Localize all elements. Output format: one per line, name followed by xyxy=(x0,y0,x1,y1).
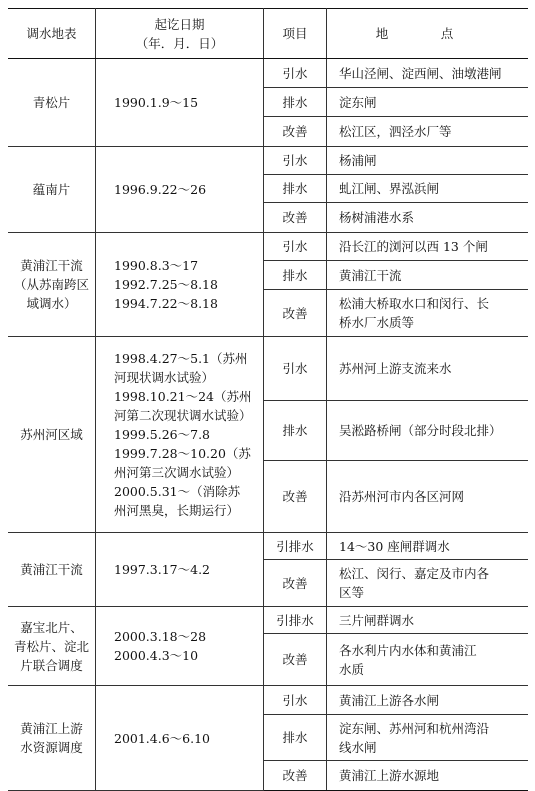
location-cell: 杨树浦港水系 xyxy=(327,203,529,233)
date-line: 1999.7.28～10.20（苏 州河第三次调水试验） xyxy=(114,446,251,480)
region-cell: 青松片 xyxy=(8,59,96,147)
location-cell: 14～30 座闸群调水 xyxy=(327,533,529,560)
item-cell: 引水 xyxy=(264,337,327,401)
region-cell: 蕴南片 xyxy=(8,147,96,233)
date-line: 1994.7.22～8.18 xyxy=(114,296,218,311)
region-cell: 黄浦江干流 （从苏南跨区 域调水） xyxy=(8,233,96,337)
item-cell: 排水 xyxy=(264,715,327,761)
item-cell: 引排水 xyxy=(264,607,327,634)
item-cell: 改善 xyxy=(264,117,327,147)
item-cell: 改善 xyxy=(264,634,327,686)
header-item: 项目 xyxy=(264,9,327,59)
date-line: 1996.9.22～26 xyxy=(114,182,207,197)
date-line: 1990.1.9～15 xyxy=(114,95,199,110)
region-cell: 苏州河区域 xyxy=(8,337,96,533)
item-cell: 排水 xyxy=(264,88,327,117)
header-period: 起讫日期 （年．月．日） xyxy=(96,9,264,59)
date-line: 2000.3.18～28 xyxy=(114,629,207,644)
date-line: 1997.3.17～4.2 xyxy=(114,562,210,577)
location-cell: 杨浦闸 xyxy=(327,147,529,175)
item-cell: 引水 xyxy=(264,233,327,261)
date-line: 1990.8.3～17 xyxy=(114,258,199,273)
date-line: 1992.7.25～8.18 xyxy=(114,277,218,292)
location-cell: 虬江闸、界泓浜闸 xyxy=(327,175,529,203)
date-cell xyxy=(96,147,264,233)
item-cell: 引排水 xyxy=(264,533,327,560)
table-row xyxy=(8,533,528,560)
location-cell: 吴淞路桥闸（部分时段北排） xyxy=(327,401,529,461)
location-cell: 黄浦江上游各水闸 xyxy=(327,686,529,715)
region-cell: 黄浦江上游 水资源调度 xyxy=(8,686,96,791)
item-cell: 引水 xyxy=(264,686,327,715)
header-row xyxy=(8,9,528,59)
location-cell: 沿苏州河市内各区河网 xyxy=(327,461,529,533)
location-cell: 松江、闵行、嘉定及市内各 区等 xyxy=(327,560,529,607)
item-cell: 改善 xyxy=(264,560,327,607)
date-cell xyxy=(96,607,264,686)
item-cell: 改善 xyxy=(264,290,327,337)
location-cell: 苏州河上游支流来水 xyxy=(327,337,529,401)
table-row xyxy=(8,233,528,261)
item-cell: 改善 xyxy=(264,761,327,791)
location-cell: 淀东闸、苏州河和杭州湾沿 线水闸 xyxy=(327,715,529,761)
date-line: 2000.4.3～10 xyxy=(114,648,199,663)
location-cell: 淀东闸 xyxy=(327,88,529,117)
date-cell xyxy=(96,533,264,607)
item-cell: 引水 xyxy=(264,59,327,88)
water-transfer-table xyxy=(8,8,528,791)
table-row xyxy=(8,147,528,175)
item-cell: 排水 xyxy=(264,261,327,290)
date-cell xyxy=(96,233,264,337)
header-region: 调水地表 xyxy=(8,9,96,59)
item-cell: 引水 xyxy=(264,147,327,175)
date-cell xyxy=(96,59,264,147)
item-cell: 改善 xyxy=(264,461,327,533)
item-cell: 排水 xyxy=(264,175,327,203)
table-row xyxy=(8,607,528,634)
location-cell: 三片闸群调水 xyxy=(327,607,529,634)
location-cell: 各水利片内水体和黄浦江 水质 xyxy=(327,634,529,686)
date-line: 2000.5.31～（消除苏 州河黑臭，长期运行） xyxy=(114,484,241,518)
date-line: 1999.5.26～7.8 xyxy=(114,427,210,442)
region-cell: 嘉宝北片、 青松片、淀北 片联合调度 xyxy=(8,607,96,686)
table-row xyxy=(8,686,528,715)
location-cell: 松江区，泗泾水厂等 xyxy=(327,117,529,147)
date-line: 1998.10.21～24（苏州 河第二次现状调水试验） xyxy=(114,389,252,423)
header-location: 地 点 xyxy=(327,9,529,59)
item-cell: 改善 xyxy=(264,203,327,233)
table-row xyxy=(8,59,528,88)
date-cell xyxy=(96,686,264,791)
date-line: 1998.4.27～5.1（苏州 河现状调水试验） xyxy=(114,351,248,385)
location-cell: 松浦大桥取水口和闵行、长 桥水厂水质等 xyxy=(327,290,529,337)
table-row xyxy=(8,337,528,401)
location-cell: 华山泾闸、淀西闸、油墩港闸 xyxy=(327,59,529,88)
region-cell: 黄浦江干流 xyxy=(8,533,96,607)
location-cell: 黄浦江上游水源地 xyxy=(327,761,529,791)
date-cell xyxy=(96,337,264,533)
location-cell: 黄浦江干流 xyxy=(327,261,529,290)
date-line: 2001.4.6～6.10 xyxy=(114,730,210,746)
location-cell: 沿长江的浏河以西 13 个闸 xyxy=(327,233,529,261)
item-cell: 排水 xyxy=(264,401,327,461)
